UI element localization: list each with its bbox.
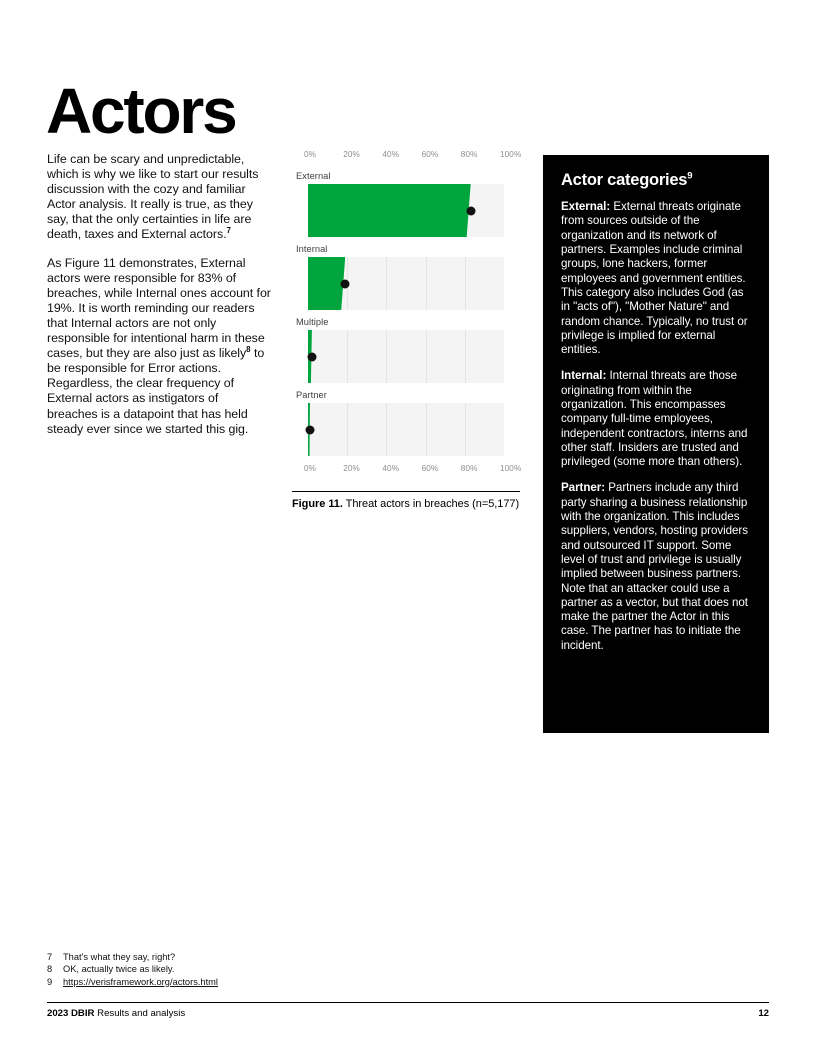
footnote-item xyxy=(47,951,447,963)
footnote-item xyxy=(47,976,447,988)
footnote-number: 8 xyxy=(47,964,53,975)
chart-gridline xyxy=(347,403,348,456)
panel-title-text: Actor categories xyxy=(561,171,688,189)
body-text-column xyxy=(47,152,271,450)
figure-caption-label: Figure 11. xyxy=(292,498,343,510)
footer-section: Results and analysis xyxy=(94,1008,186,1019)
panel-entry-internal xyxy=(561,369,753,469)
chart-gridline xyxy=(426,330,427,383)
body-paragraph-1 xyxy=(47,152,271,243)
footnote-text: That's what they say, right? xyxy=(63,952,176,962)
chart-gridline xyxy=(465,330,466,383)
axis-tick-label: 40% xyxy=(382,464,400,473)
footnotes-list xyxy=(47,951,447,988)
footnote-number: 9 xyxy=(47,976,53,987)
body-paragraph-1-text: Life can be scary and unpredictable, which is why we like to start our results discussion with the cozy and familiar Actor analysis. It really is true, as they say, that the only certainties in life are death, taxes and External actors. xyxy=(47,152,259,242)
bar-track-internal xyxy=(308,257,504,310)
chart-gridline xyxy=(386,330,387,383)
figure-caption-text xyxy=(292,498,524,511)
footnote-marker-9[interactable]: 9 xyxy=(687,170,693,182)
footnote-text: OK, actually twice as likely. xyxy=(63,964,175,975)
axis-tick-label: 60% xyxy=(421,150,439,159)
panel-entry-external-text: External threats originate from sources outside of the organization and its network of partners. Examples include criminal groups, lone hackers, former employees and government entities. This category also includes God (as in "acts of"), "Mother Nature" and random chance. Typically, no trust or privilege is implied for external entities. xyxy=(561,200,748,357)
footnote-marker-7[interactable]: 7 xyxy=(226,226,231,236)
bar-label-internal: Internal xyxy=(296,244,328,254)
figure-caption-rule xyxy=(292,491,520,492)
panel-entry-partner-term: Partner: xyxy=(561,481,606,495)
panel-entry-partner xyxy=(561,481,753,653)
chart-data-point-marker xyxy=(307,352,316,361)
chart-data-point-marker xyxy=(466,206,475,215)
chart-gridline xyxy=(465,257,466,310)
bar-group-external xyxy=(296,171,524,237)
body-paragraph-2 xyxy=(47,256,271,437)
chart-data-point-marker xyxy=(305,425,314,434)
figure-caption xyxy=(292,491,524,511)
panel-entry-external xyxy=(561,200,753,357)
footer-rule xyxy=(47,1002,769,1003)
chart-gridline xyxy=(465,403,466,456)
panel-title xyxy=(561,171,753,189)
bar-group-multiple xyxy=(296,317,524,383)
bar-track-multiple xyxy=(308,330,504,383)
chart-gridline xyxy=(386,403,387,456)
panel-entry-partner-text: Partners include any third party sharing a business relationship with the organization. This includes suppliers, vendors, hosting providers and outsourced IT support. Some level of trust and privilege is usually implied between business partners. Note that an attacker could use a partner as a vector, but that does not make the partner the Actor in this case. The partner has to initiate the incident. xyxy=(561,481,748,652)
page-footer xyxy=(47,1002,769,1019)
axis-tick-label: 20% xyxy=(343,464,360,473)
bar-group-internal xyxy=(296,244,524,310)
threat-actors-chart xyxy=(296,150,524,478)
page-title: Actors xyxy=(46,74,236,147)
axis-tick-label: 40% xyxy=(382,150,400,159)
bar-label-multiple: Multiple xyxy=(296,317,329,327)
footer-brand: 2023 DBIR xyxy=(47,1008,95,1019)
axis-tick-label: 80% xyxy=(460,464,478,473)
chart-bar xyxy=(308,184,471,237)
footnote-item xyxy=(47,963,447,975)
chart-bar xyxy=(308,257,345,310)
chart-axis-top xyxy=(296,150,524,164)
chart-gridline xyxy=(426,257,427,310)
axis-tick-label: 80% xyxy=(460,150,478,159)
figure-caption-body: Threat actors in breaches (n=5,177) xyxy=(342,498,520,510)
axis-tick-label: 0% xyxy=(304,464,317,473)
axis-tick-label: 100% xyxy=(500,150,522,159)
footer-line xyxy=(47,1008,769,1019)
chart-gridline xyxy=(386,257,387,310)
bar-group-partner xyxy=(296,390,524,456)
chart-data-point-marker xyxy=(341,279,350,288)
footnote-marker-8[interactable]: 8 xyxy=(246,345,251,354)
footnote-link[interactable]: https://verisframework.org/actors.html xyxy=(63,976,218,987)
chart-gridline xyxy=(347,330,348,383)
footer-left xyxy=(47,1008,185,1019)
axis-tick-label: 0% xyxy=(304,150,317,159)
panel-entry-external-term: External: xyxy=(561,200,611,214)
chart-gridline xyxy=(426,403,427,456)
body-paragraph-2-text: As Figure 11 demonstrates, External actors were responsible for 83% of breaches, while Internal ones account for 19%. It is worth reminding our readers that Internal actors are not only responsible for intentional harm in these cases, but they are also just as likely xyxy=(47,255,271,361)
body-paragraph-2-text-after: to be responsible for Error actions. Regardless, the clear frequency of External actors as instigators of breaches is a datapoint that has held steady ever since we started this gig. xyxy=(47,346,265,436)
page-number: 12 xyxy=(758,1008,769,1019)
axis-tick-label: 100% xyxy=(500,464,522,473)
actor-categories-panel xyxy=(543,155,769,733)
bar-track-partner xyxy=(308,403,504,456)
panel-entry-internal-text: Internal threats are those originating from within the organization. This encompasses company full-time employees, independent contractors, interns and other staff. Insiders are trusted and privileged (some more than others). xyxy=(561,369,748,469)
bar-track-external xyxy=(308,184,504,237)
footnote-number: 7 xyxy=(47,952,53,962)
axis-tick-label: 20% xyxy=(343,150,360,159)
axis-tick-label: 60% xyxy=(421,464,439,473)
bar-label-partner: Partner xyxy=(296,390,327,400)
panel-entry-internal-term: Internal: xyxy=(561,369,607,383)
chart-axis-bottom xyxy=(296,464,524,478)
bar-label-external: External xyxy=(296,171,331,181)
